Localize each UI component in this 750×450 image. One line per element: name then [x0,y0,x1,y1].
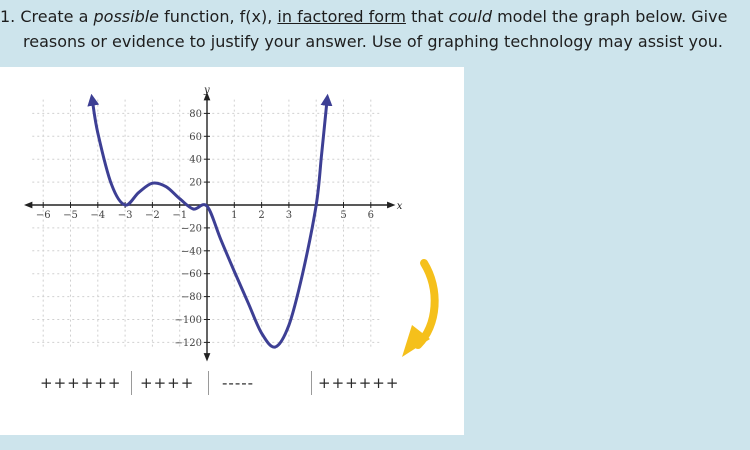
x-tick-label: 1 [231,210,238,221]
y-tick-label: 40 [189,154,202,166]
y-tick-label: 20 [189,177,202,189]
y-tick-label: 60 [189,131,202,143]
x-tick-label: −4 [90,210,106,221]
question-text [0,4,746,54]
x-tick-label: 5 [340,210,347,221]
x-tick-label: −1 [172,210,188,221]
question-emphasis-possible: possible [93,7,160,26]
x-tick-label: −5 [63,210,78,221]
question-text-part: function, f(x), [159,7,278,26]
polynomial-curve [92,100,327,347]
y-tick-label: −40 [180,246,202,258]
question-underline-factored: in factored form [277,7,406,26]
y-tick-label: −100 [174,315,202,326]
curved-arrow-icon [402,263,435,357]
question-text-part: model the graph below. Give [491,7,728,26]
x-axis-label: x [396,201,403,212]
x-tick-label: 2 [258,210,265,221]
sign-segment-1: ++++++ [40,374,122,392]
axes [28,96,391,357]
y-tick-label: −20 [180,223,202,235]
x-tick-label: −6 [35,210,51,221]
y-tick-label: −80 [180,292,202,304]
sign-segment-3: ----- [222,374,255,392]
graph-image [0,67,464,435]
question-text-part: 1. Create a [0,7,94,26]
question-line-2: reasons or evidence to justify your answer. Use of graphing technology may assist you. [23,32,724,51]
y-tick-label: −60 [180,269,202,281]
x-tick-label: −2 [145,210,160,221]
x-tick-label: 3 [285,210,293,221]
question-text-part: that [405,7,449,26]
sign-segment-4: ++++++ [318,374,400,392]
question-emphasis-could: could [448,7,492,26]
graph-svg [0,67,464,435]
y-tick-label: 80 [189,108,202,120]
x-tick-label: 6 [367,210,374,221]
y-tick-label: −120 [174,337,202,349]
sign-segment-2: ++++ [140,374,195,392]
x-tick-label: −3 [117,210,133,221]
y-axis-label: y [204,84,210,96]
question-line-1 [0,4,746,29]
